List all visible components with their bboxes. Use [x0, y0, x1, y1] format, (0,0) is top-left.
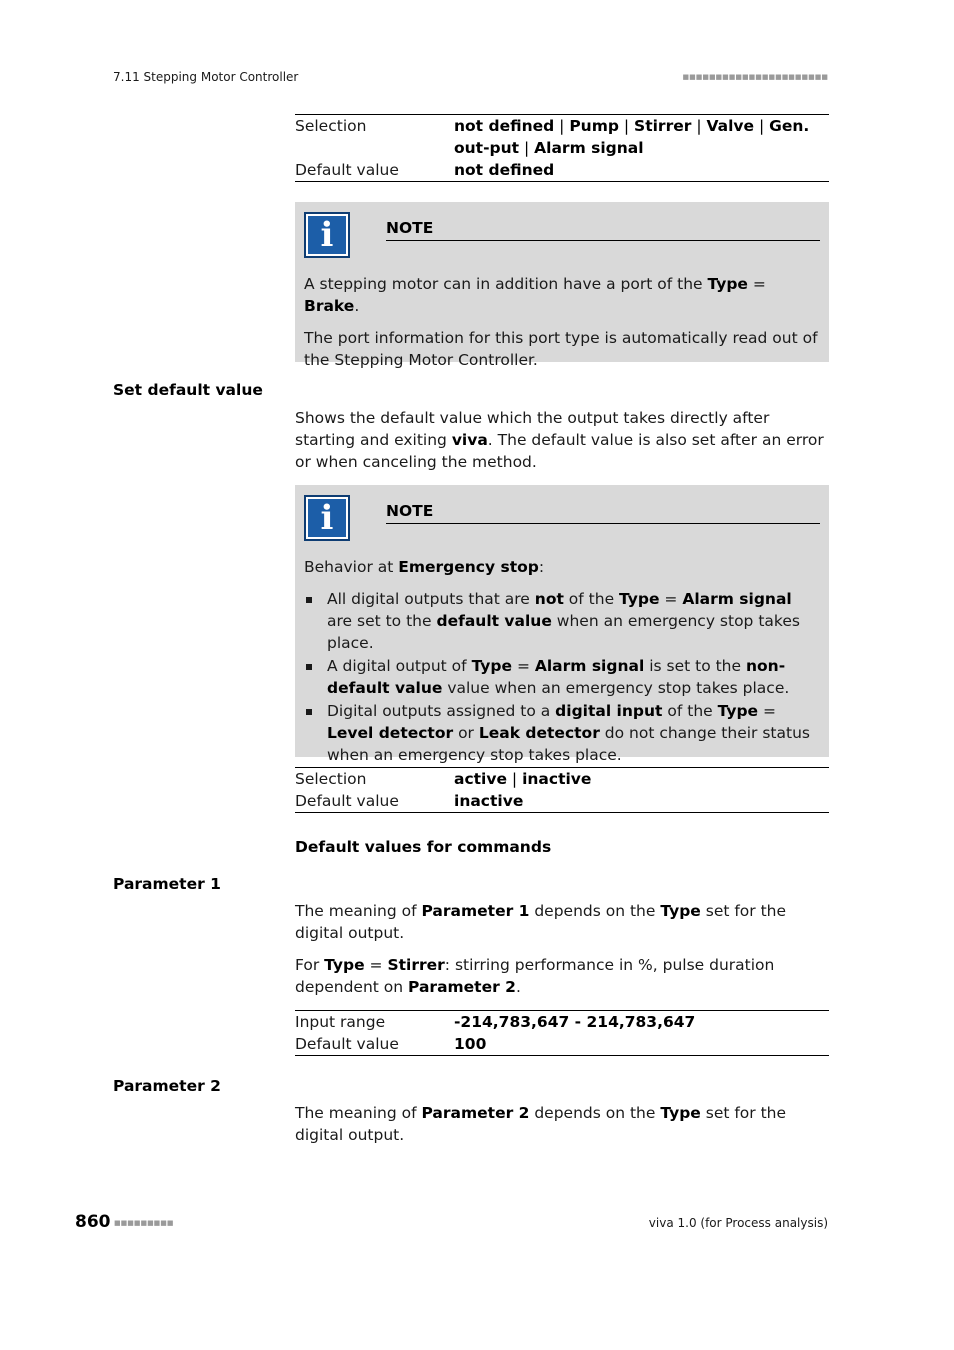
- heading-parameter-1: Parameter 1: [113, 875, 221, 893]
- selection-row: Selection active | inactive: [295, 770, 592, 788]
- selection-table-1: [295, 114, 829, 182]
- note-bullet-list: [304, 588, 820, 766]
- set-default-description: Shows the default value which the output takes directly after starting and exiting viva. The default value is also set after an error or when canceling the method.: [295, 409, 824, 471]
- info-icon: i: [304, 212, 350, 258]
- default-row: Default value not defined: [295, 161, 555, 179]
- note-intro: Behavior at Emergency stop:: [304, 558, 545, 576]
- note-box-2: [295, 485, 829, 764]
- running-header: 7.11 Stepping Motor Controller: [113, 70, 299, 84]
- selection-row: Selection not defined | Pump | Stirrer | Valve | Gen. out-put | Alarm signal: [295, 115, 829, 159]
- note-text: The port information for this port type is automatically read out of the Stepping Motor Controller.: [304, 329, 818, 369]
- note-title: NOTE: [386, 495, 820, 524]
- input-range-row: Input range -214,783,647 - 214,783,647: [295, 1013, 696, 1031]
- page-number: 860: [75, 1212, 111, 1232]
- heading-parameter-2: Parameter 2: [113, 1077, 221, 1095]
- parameter-1-description: The meaning of Parameter 1 depends on the Type set for the digital output. For Type = Stirrer: stirring performance in %, pulse duration dependent on Parameter 2.: [295, 902, 787, 996]
- note-title: NOTE: [386, 212, 820, 241]
- heading-set-default-value: Set default value: [113, 381, 263, 399]
- parameter-2-description: The meaning of Parameter 2 depends on the Type set for the digital output.: [295, 1104, 787, 1144]
- selection-values: not defined | Pump | Stirrer | Valve | Gen. out-put | Alarm signal: [454, 117, 810, 157]
- list-item: All digital outputs that are not of the Type = Alarm signal are set to the default value when an emergency stop takes place.: [304, 588, 820, 654]
- list-item: A digital output of Type = Alarm signal is set to the non-default value value when an emergency stop takes place.: [304, 655, 820, 699]
- heading-default-values-commands: Default values for commands: [295, 838, 552, 856]
- note-text: A stepping motor can in addition have a port of the Type = Brake.: [304, 275, 766, 315]
- parameter-1-table: [295, 1010, 829, 1056]
- header-dots: ■■■■■■■■■■■■■■■■■■■■■■: [682, 73, 828, 81]
- note-box-1: [295, 202, 829, 369]
- info-icon: i: [304, 495, 350, 541]
- footer-product: viva 1.0 (for Process analysis): [648, 1216, 828, 1230]
- list-item: Digital outputs assigned to a digital input of the Type = Level detector or Leak detector do not change their status when an emergency stop takes place.: [304, 700, 820, 766]
- footer-dots: ■■■■■■■■■: [114, 1219, 174, 1227]
- default-row: Default value inactive: [295, 792, 524, 810]
- default-row: Default value 100: [295, 1035, 487, 1053]
- selection-table-2: [295, 767, 829, 813]
